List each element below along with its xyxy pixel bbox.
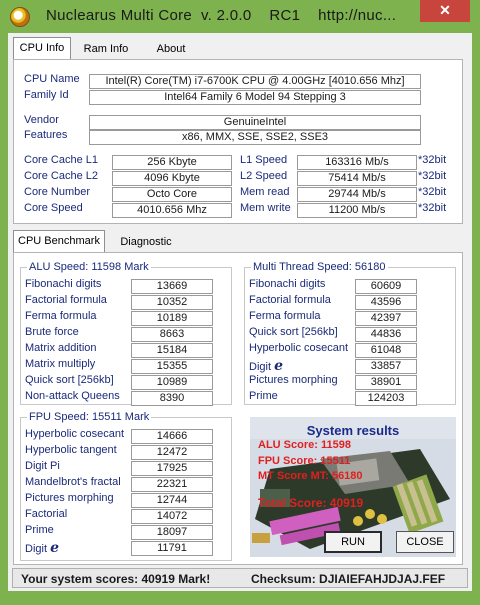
cpu-name-field: Intel(R) Core(TM) i7-6700K CPU @ 4.00GHz [4010.656 Mhz]: [89, 74, 421, 89]
alu-fibonachi-value: 13669: [131, 279, 213, 294]
mt-pictures-morphing-label: Pictures morphing: [249, 374, 338, 386]
core-cache-l2-label: Core Cache L2: [24, 170, 98, 182]
system-results-panel: [250, 417, 456, 557]
core-number-label: Core Number: [24, 186, 91, 198]
mt-quick-sort-label: Quick sort [256kb]: [249, 326, 338, 338]
l1-speed-field: 163316 Mb/s: [297, 155, 417, 170]
app-logo-icon: [10, 7, 30, 27]
alu-matrix-addition-value: 15184: [131, 343, 213, 358]
core-cache-l1-label: Core Cache L1: [24, 154, 98, 166]
euler-e-icon: e: [50, 540, 59, 556]
tab-about[interactable]: About: [156, 43, 186, 55]
checksum-text: Checksum: DJIAIEFAHJDJAJ.FEF: [251, 572, 446, 586]
system-scores-text: Your system scores: 40919 Mark!: [21, 572, 211, 586]
tab-ram-info[interactable]: Ram Info: [83, 43, 129, 55]
title-bar: [0, 0, 480, 33]
alu-queens-label: Non-attack Queens: [25, 390, 120, 402]
mt-prime-value: 124203: [355, 391, 417, 406]
fpu-factorial-label: Factorial: [25, 508, 68, 520]
mt-factorial-value: 43596: [355, 295, 417, 310]
fpu-prime-label: Prime: [25, 524, 54, 536]
multi-thread-title: Multi Thread Speed: 56180: [253, 261, 386, 273]
fpu-mandelbrot-label: Mandelbrot's fractal: [25, 476, 121, 488]
fpu-prime-value: 18097: [131, 525, 213, 540]
euler-e-icon: e: [274, 358, 283, 374]
tab-diagnostic[interactable]: Diagnostic: [120, 236, 172, 248]
alu-queens-value: 8390: [131, 391, 213, 406]
fpu-digit-pi-value: 17925: [131, 461, 213, 476]
core-cache-l2-field: 4096 Kbyte: [112, 171, 232, 186]
mt-digit-value: 33857: [355, 359, 417, 374]
fpu-mandelbrot-value: 22321: [131, 477, 213, 492]
vendor-field: GenuineIntel: [89, 115, 421, 130]
mt-quick-sort-value: 44836: [355, 327, 417, 342]
mem-write-label: Mem write: [240, 202, 291, 214]
fpu-digit-value: 11791: [131, 541, 213, 556]
alu-matrix-multiply-value: 15355: [131, 359, 213, 374]
mt-pictures-morphing-value: 38901: [355, 375, 417, 390]
run-button[interactable]: RUN: [324, 531, 382, 553]
features-label: Features: [24, 129, 68, 141]
fpu-pictures-morphing-value: 12744: [131, 493, 213, 508]
alu-score-line: ALU Score: 11598: [258, 439, 351, 451]
fpu-speed-group: [20, 411, 232, 561]
mem-write-field: 11200 Mb/s: [297, 203, 417, 218]
core-speed-label: Core Speed: [24, 202, 83, 214]
fpu-factorial-value: 14072: [131, 509, 213, 524]
alu-brute-force-label: Brute force: [25, 326, 79, 338]
mt-digit-text: Digit: [249, 361, 272, 373]
window-title: Nuclearus Multi Core v. 2.0.0 RC1 http://nuc...: [46, 7, 397, 24]
alu-factorial-value: 10352: [131, 295, 213, 310]
mt-factorial-label: Factorial formula: [249, 294, 331, 306]
tab-cpu-info[interactable]: CPU Info: [13, 37, 71, 60]
fpu-hyperbolic-tangent-value: 12472: [131, 445, 213, 460]
fpu-score-line: FPU Score: 15511: [258, 455, 351, 467]
close-icon: ✕: [439, 2, 451, 18]
mt-ferma-label: Ferma formula: [249, 310, 321, 322]
alu-factorial-label: Factorial formula: [25, 294, 107, 306]
mem-read-bit-label: *32bit: [418, 186, 447, 198]
fpu-hyperbolic-tangent-label: Hyperbolic tangent: [25, 444, 117, 456]
alu-matrix-addition-label: Matrix addition: [25, 342, 97, 354]
mt-score-line: MT Score MT: 56180: [258, 470, 363, 482]
vendor-label: Vendor: [24, 114, 59, 126]
features-field: x86, MMX, SSE, SSE2, SSE3: [89, 130, 421, 145]
multi-thread-group: [244, 261, 456, 405]
total-score-line: Total Score: 40919: [258, 496, 364, 510]
window-close-button[interactable]: [420, 0, 470, 22]
fpu-digit-text: Digit: [25, 543, 48, 555]
fpu-digit-pi-label: Digit Pi: [25, 460, 60, 472]
core-number-field: Octo Core: [112, 187, 232, 202]
alu-quick-sort-label: Quick sort [256kb]: [25, 374, 114, 386]
mt-fibonachi-value: 60609: [355, 279, 417, 294]
tab-cpu-benchmark[interactable]: CPU Benchmark: [13, 230, 105, 253]
fpu-digit-label: [25, 540, 59, 556]
status-bar: [12, 568, 468, 588]
mem-write-bit-label: *32bit: [418, 202, 447, 214]
mt-hyperbolic-cosecant-label: Hyperbolic cosecant: [249, 342, 349, 354]
mem-read-field: 29744 Mb/s: [297, 187, 417, 202]
core-cache-l1-field: 256 Kbyte: [112, 155, 232, 170]
core-speed-field: 4010.656 Mhz: [112, 203, 232, 218]
fpu-hyperbolic-cosecant-label: Hyperbolic cosecant: [25, 428, 125, 440]
mt-digit-label: [249, 358, 283, 374]
system-results-title: System results: [306, 423, 400, 438]
alu-speed-title: ALU Speed: 11598 Mark: [29, 261, 149, 273]
l2-speed-field: 75414 Mb/s: [297, 171, 417, 186]
close-button[interactable]: CLOSE: [396, 531, 454, 553]
mt-hyperbolic-cosecant-value: 61048: [355, 343, 417, 358]
cpu-info-panel: [13, 59, 463, 224]
alu-matrix-multiply-label: Matrix multiply: [25, 358, 96, 370]
cpu-name-label: CPU Name: [24, 73, 80, 85]
mt-prime-label: Prime: [249, 390, 278, 402]
alu-brute-force-value: 8663: [131, 327, 213, 342]
alu-fibonachi-label: Fibonachi digits: [25, 278, 102, 290]
fpu-speed-title: FPU Speed: 15511 Mark: [29, 411, 150, 423]
l2-speed-bit-label: *32bit: [418, 170, 447, 182]
family-id-field: Intel64 Family 6 Model 94 Stepping 3: [89, 90, 421, 105]
mt-fibonachi-label: Fibonachi digits: [249, 278, 326, 290]
family-id-label: Family Id: [24, 89, 69, 101]
l1-speed-label: L1 Speed: [240, 154, 288, 166]
l1-speed-bit-label: *32bit: [418, 154, 447, 166]
mem-read-label: Mem read: [240, 186, 290, 198]
alu-ferma-label: Ferma formula: [25, 310, 97, 322]
alu-quick-sort-value: 10989: [131, 375, 213, 390]
mt-ferma-value: 42397: [355, 311, 417, 326]
fpu-pictures-morphing-label: Pictures morphing: [25, 492, 114, 504]
alu-ferma-value: 10189: [131, 311, 213, 326]
l2-speed-label: L2 Speed: [240, 170, 288, 182]
alu-speed-group: [20, 261, 232, 405]
fpu-hyperbolic-cosecant-value: 14666: [131, 429, 213, 444]
client-area: [8, 33, 472, 591]
